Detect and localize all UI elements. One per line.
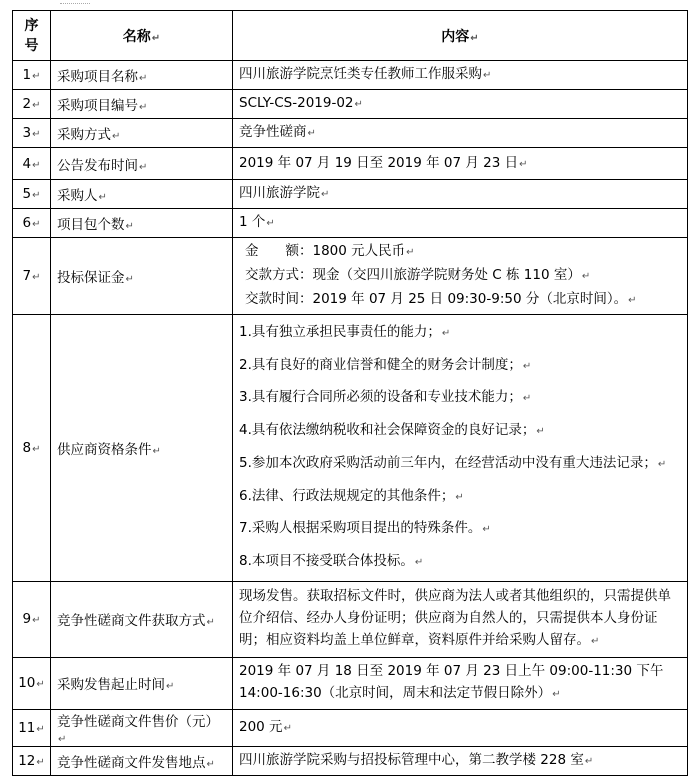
- row-number: 1↵: [13, 61, 51, 90]
- row-number: 12↵: [13, 746, 51, 775]
- row-name: 采购项目编号↵: [51, 90, 233, 119]
- content-line: 交款时间：2019 年 07 月 25 日 09:30-9:50 分（北京时间）。↵: [245, 291, 637, 307]
- row-number: 5↵: [13, 180, 51, 209]
- row-content: [233, 709, 688, 746]
- row-name: 采购人↵: [51, 180, 233, 209]
- content-line: 200 元↵: [239, 718, 292, 735]
- table-row: [13, 61, 688, 90]
- content-line: 7.采购人根据采购项目提出的特殊条件。↵: [239, 520, 491, 537]
- content-line: 5.参加本次政府采购活动前三年内，在经营活动中没有重大违法记录；↵: [239, 454, 667, 471]
- content-line: 2019 年 07 月 18 日至 2019 年 07 月 23 日上午 09:00-11:30 下午 14:00-16:30（北京时间，周末和法定节假日除外）↵: [239, 663, 664, 702]
- table-row: [13, 119, 688, 148]
- content-line: SCLY-CS-2019-02↵: [239, 95, 363, 111]
- row-name: 公告发布时间↵: [51, 148, 233, 180]
- row-content: [233, 148, 688, 180]
- row-content: [233, 209, 688, 238]
- content-line: 6.法律、行政法规规定的其他条件；↵: [239, 487, 464, 504]
- row-number: 9↵: [13, 581, 51, 657]
- row-content: [233, 119, 688, 148]
- page-header-marker: [60, 0, 90, 4]
- row-name: 竞争性磋商文件售价（元）↵: [51, 709, 233, 746]
- row-name: 竞争性磋商文件发售地点↵: [51, 746, 233, 775]
- row-content: [233, 657, 688, 709]
- table-row: [13, 148, 688, 180]
- row-number: 6↵: [13, 209, 51, 238]
- content-line: 交款方式：现金（交四川旅游学院财务处 C 栋 110 室）↵: [245, 267, 591, 283]
- row-name: 采购项目名称↵: [51, 61, 233, 90]
- header-content: 内容↵: [233, 11, 688, 61]
- content-line: 金 额：1800 元人民币↵: [245, 243, 415, 259]
- content-line: 竞争性磋商↵: [239, 124, 316, 140]
- table-row: [13, 657, 688, 709]
- row-content: [233, 61, 688, 90]
- header-no-line1: 序: [24, 17, 39, 34]
- row-number: 10↵: [13, 657, 51, 709]
- procurement-info-table-container: [12, 10, 687, 776]
- row-number: 3↵: [13, 119, 51, 148]
- row-content: [233, 746, 688, 775]
- table-row: [13, 90, 688, 119]
- content-line: 8.本项目不接受联合体投标。↵: [239, 552, 424, 569]
- table-row: [13, 581, 688, 657]
- header-no: [13, 11, 51, 61]
- content-line: 四川旅游学院↵: [239, 185, 330, 201]
- row-name: 采购发售起止时间↵: [51, 657, 233, 709]
- content-line: 现场发售。获取招标文件时，供应商为法人或者其他组织的，只需提供单位介绍信、经办人身份证明；供应商为自然人的，只需提供本人身份证明；相应资料均盖上单位鲜章，资料原件并给采购人留存。↵: [239, 588, 671, 649]
- row-content: [233, 180, 688, 209]
- content-line: 四川旅游学院烹饪类专任教师工作服采购↵: [239, 66, 492, 82]
- table-body: [13, 61, 688, 776]
- header-name: 名称↵: [51, 11, 233, 61]
- header-no-line2: 号: [24, 37, 39, 54]
- content-line: 1.具有独立承担民事责任的能力；↵: [239, 324, 451, 340]
- procurement-info-table: [12, 10, 688, 776]
- row-number: 2↵: [13, 90, 51, 119]
- table-row: [13, 746, 688, 775]
- row-number: 11↵: [13, 709, 51, 746]
- table-header-row: [13, 11, 688, 61]
- table-row: [13, 709, 688, 746]
- table-row: [13, 209, 688, 238]
- table-row: [13, 180, 688, 209]
- row-number: 8↵: [13, 315, 51, 582]
- row-name: 项目包个数↵: [51, 209, 233, 238]
- content-line: 4.具有依法缴纳税收和社会保障资金的良好记录；↵: [239, 422, 545, 439]
- content-line: 1 个↵: [239, 214, 275, 230]
- row-content: [233, 90, 688, 119]
- row-name: 投标保证金↵: [51, 238, 233, 315]
- table-row: [13, 238, 688, 315]
- row-number: 4↵: [13, 148, 51, 180]
- row-content: [233, 238, 688, 315]
- content-line: 四川旅游学院采购与招投标管理中心，第二教学楼 228 室↵: [239, 751, 594, 768]
- row-name: 竞争性磋商文件获取方式↵: [51, 581, 233, 657]
- table-row: [13, 315, 688, 582]
- row-name: 供应商资格条件↵: [51, 315, 233, 582]
- row-number: 7↵: [13, 238, 51, 315]
- content-line: 3.具有履行合同所必须的设备和专业技术能力；↵: [239, 389, 532, 406]
- row-name: 采购方式↵: [51, 119, 233, 148]
- row-content: [233, 315, 688, 582]
- content-line: 2.具有良好的商业信誉和健全的财务会计制度；↵: [239, 356, 532, 373]
- row-content: [233, 581, 688, 657]
- content-line: 2019 年 07 月 19 日至 2019 年 07 月 23 日↵: [239, 154, 528, 171]
